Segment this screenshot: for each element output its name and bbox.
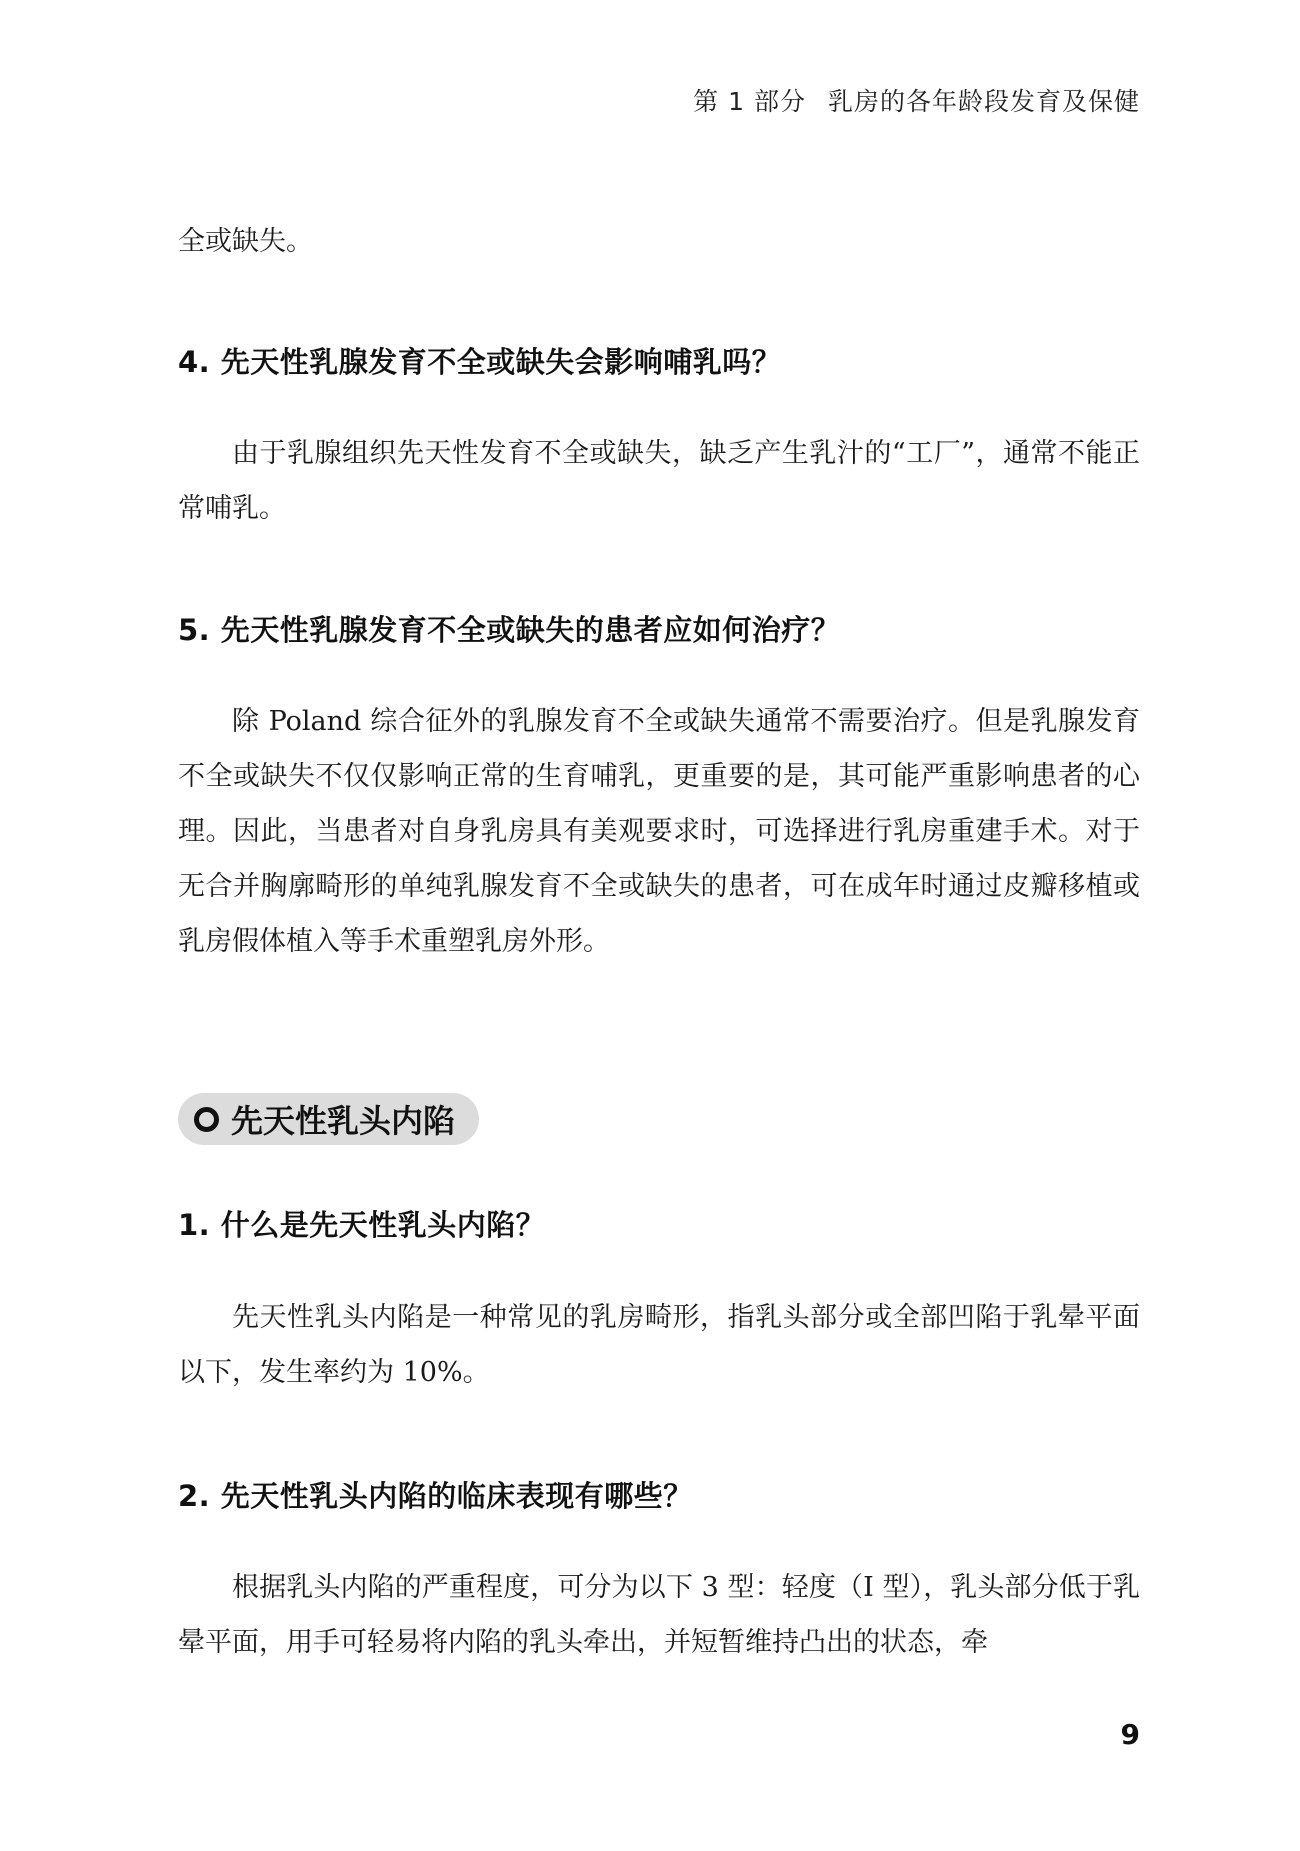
q4-body: 由于乳腺组织先天性发育不全或缺失，缺乏产生乳汁的“工厂”，通常不能正常哺乳。 <box>178 438 1140 524</box>
q2-body: 根据乳头内陷的严重程度，可分为以下 3 型：轻度（I 型），乳头部分低于乳晕平面，用手可轻易将内陷的乳头牵出，并短暂维持凸出的状态，牵 <box>178 1572 1140 1658</box>
q1-heading: 1. 什么是先天性乳头内陷？ <box>178 1208 546 1242</box>
circle-bullet-icon <box>194 1107 219 1132</box>
q5-heading: 5. 先天性乳腺发育不全或缺失的患者应如何治疗？ <box>178 613 841 647</box>
header-part: 第 1 部分 <box>693 87 806 116</box>
q5-body: 除 Poland 综合征外的乳腺发育不全或缺失通常不需要治疗。但是乳腺发育不全或缺失不仅仅影响正常的生育哺乳，更重要的是，其可能严重影响患者的心理。因此，当患者对自身乳房具有美观要求时，可选择进行乳房重建手术。对于无合并胸廓畸形的单纯乳腺发育不全或缺失的患者，可在成年时通过皮瓣移植或乳房假体植入等手术重塑乳房外形。 <box>178 706 1140 957</box>
q4-heading: 4. 先天性乳腺发育不全或缺失会影响哺乳吗？ <box>178 345 782 379</box>
section-title: 先天性乳头内陷 <box>231 1102 456 1140</box>
page-number: 9 <box>1120 1718 1140 1751</box>
q1-body: 先天性乳头内陷是一种常见的乳房畸形，指乳头部分或全部凹陷于乳晕平面以下，发生率约为 10%。 <box>178 1302 1140 1388</box>
q2-heading: 2. 先天性乳头内陷的临床表现有哪些？ <box>178 1479 693 1513</box>
header-title: 乳房的各年龄段发育及保健 <box>827 87 1140 116</box>
continuation-paragraph: 全或缺失。 <box>178 226 313 257</box>
section-title-pill <box>178 1093 479 1145</box>
running-header <box>693 82 1140 118</box>
